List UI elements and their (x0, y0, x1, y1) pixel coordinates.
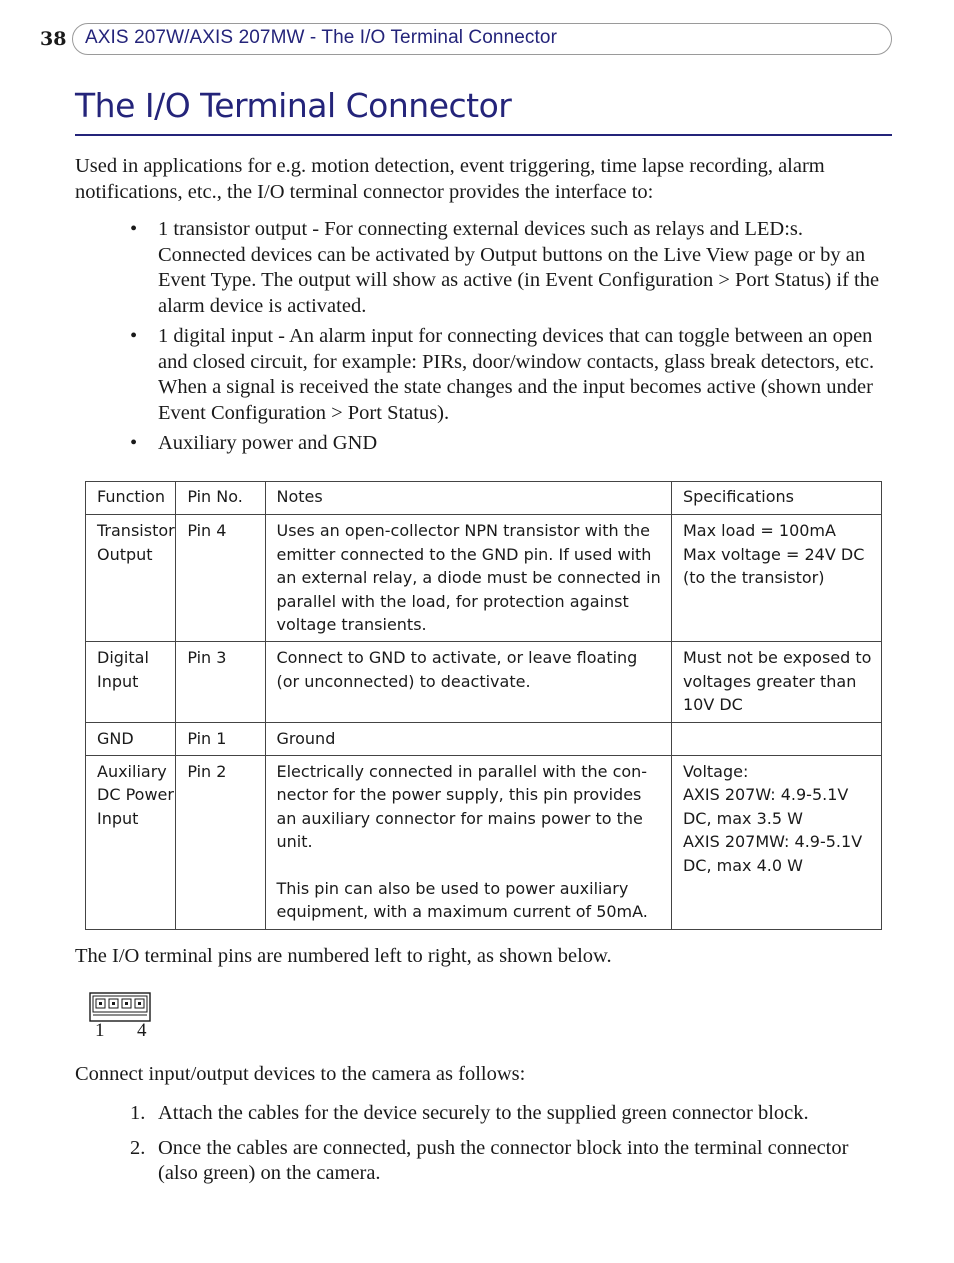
cell-text: DC, max 4.0 W (682, 855, 803, 875)
cell-text: Max load = 100mA (682, 521, 836, 541)
list-item (130, 431, 892, 457)
cell-text: an auxiliary connector for mains power to the (276, 808, 643, 828)
cell-text: voltages greater than (682, 671, 857, 691)
list-item (130, 324, 892, 426)
cell-text: Transistor (97, 521, 175, 541)
pin-numbering-note: The I/O terminal pins are numbered left to right, as shown below. (75, 945, 612, 967)
cell-text: parallel with the load, for protection against (276, 591, 629, 611)
cell-text: emitter connected to the GND pin. If used with (276, 544, 652, 564)
cell-text: Connect to GND to activate, or leave floating (276, 648, 638, 668)
pin-cell: Pin 3 (176, 642, 265, 722)
cell-text: This pin can also be used to power auxiliary (276, 879, 629, 899)
specifications-cell (671, 515, 881, 642)
specifications-cell (671, 642, 881, 722)
bullet-icon: • (130, 325, 138, 347)
cell-text: Auxiliary (97, 762, 167, 782)
page-title: The I/O Terminal Connector (75, 86, 512, 125)
step-text: Once the cables are connected, push the connector block into the terminal connector (also green) on the camera. (158, 1136, 849, 1184)
cell-text: voltage transients. (276, 615, 427, 635)
cell-text: Output (97, 544, 153, 564)
bullet-icon: • (130, 432, 138, 454)
specifications-cell (671, 722, 881, 755)
connect-instructions-intro: Connect input/output devices to the camera as follows: (75, 1063, 526, 1085)
pin-cell: Pin 1 (176, 722, 265, 755)
cell-text: DC, max 3.5 W (682, 808, 803, 828)
list-item (130, 217, 892, 319)
cell-text: Input (97, 808, 139, 828)
running-title: AXIS 207W/AXIS 207MW - The I/O Terminal Connector (85, 27, 557, 48)
cell-text: nector for the power supply, this pin provides (276, 785, 642, 805)
pin-label-4: 4 (137, 1020, 147, 1041)
column-header-specifications: Specifications (671, 482, 881, 515)
function-cell (86, 722, 176, 755)
column-header-notes: Notes (265, 482, 671, 515)
page-number: 38 (40, 28, 67, 50)
notes-cell (265, 515, 671, 642)
step-text: Attach the cables for the device securely to the supplied green connector block. (158, 1102, 809, 1124)
table-row (86, 756, 882, 930)
pin-label-1: 1 (95, 1020, 105, 1041)
table-row (86, 515, 882, 642)
notes-cell (265, 756, 671, 930)
step-number: 2. (130, 1136, 146, 1159)
step-item (130, 1136, 892, 1187)
io-spec-table (85, 481, 882, 930)
column-header-pin: Pin No. (176, 482, 265, 515)
step-item (130, 1101, 892, 1127)
step-number: 1. (130, 1102, 146, 1124)
cell-text: AXIS 207MW: 4.9-5.1V (682, 832, 863, 852)
cell-text: Electrically connected in parallel with the con- (276, 762, 648, 782)
terminal-connector-icon (89, 992, 151, 1022)
specifications-cell (671, 756, 881, 930)
notes-cell (265, 642, 671, 722)
column-header-function: Function (86, 482, 176, 515)
notes-cell (265, 722, 671, 755)
cell-text: DC Power (97, 785, 174, 805)
function-cell (86, 515, 176, 642)
header-pill (72, 23, 892, 55)
function-cell (86, 642, 176, 722)
cell-text: Max voltage = 24V DC (682, 544, 865, 564)
cell-text: Must not be exposed to (682, 648, 872, 668)
cell-text: Digital (97, 648, 149, 668)
list-item-text: 1 digital input - An alarm input for connecting devices that can toggle between an open and closed circuit, for example: PIRs, door/window contacts, glass break detectors, etc. When a signal is received the state changes and the input becomes active (shown under Event Configuration > Port Status). (158, 325, 875, 424)
intro-paragraph: Used in applications for e.g. motion detection, event triggering, time lapse recording, alarm notifications, etc., the I/O terminal connector provides the interface to: (75, 155, 825, 203)
running-header (40, 22, 896, 58)
paragraph-gap (277, 854, 660, 877)
connection-steps (130, 1101, 892, 1196)
pin-cell: Pin 2 (176, 756, 265, 930)
list-item-text: Auxiliary power and GND (158, 432, 378, 454)
cell-text: equipment, with a maximum current of 50mA. (276, 902, 648, 922)
function-cell (86, 756, 176, 930)
bullet-icon: • (130, 218, 138, 240)
cell-text: unit. (276, 832, 313, 852)
list-item-text: 1 transistor output - For connecting external devices such as relays and LED:s. Connected devices can be activated by Output buttons on the Live View page or by an Event Type. The output will show as active (in Event Configuration > Port Status) if the alarm device is activated. (158, 218, 880, 317)
cell-text: Uses an open-collector NPN transistor with the (276, 521, 650, 541)
cell-text: AXIS 207W: 4.9-5.1V (682, 785, 849, 805)
table-row (86, 722, 882, 755)
title-rule (75, 134, 892, 136)
table-row (86, 642, 882, 722)
cell-text: Input (97, 671, 139, 691)
cell-text: Ground (276, 728, 336, 748)
cell-text: GND (97, 728, 134, 748)
cell-text: 10V DC (682, 695, 743, 715)
pin-cell: Pin 4 (176, 515, 265, 642)
table-header-row (86, 482, 882, 515)
cell-text: Voltage: (682, 762, 749, 782)
feature-list (130, 217, 892, 462)
cell-text: (or unconnected) to deactivate. (276, 671, 531, 691)
cell-text: an external relay, a diode must be connected in (276, 568, 661, 588)
cell-text: (to the transistor) (682, 568, 825, 588)
